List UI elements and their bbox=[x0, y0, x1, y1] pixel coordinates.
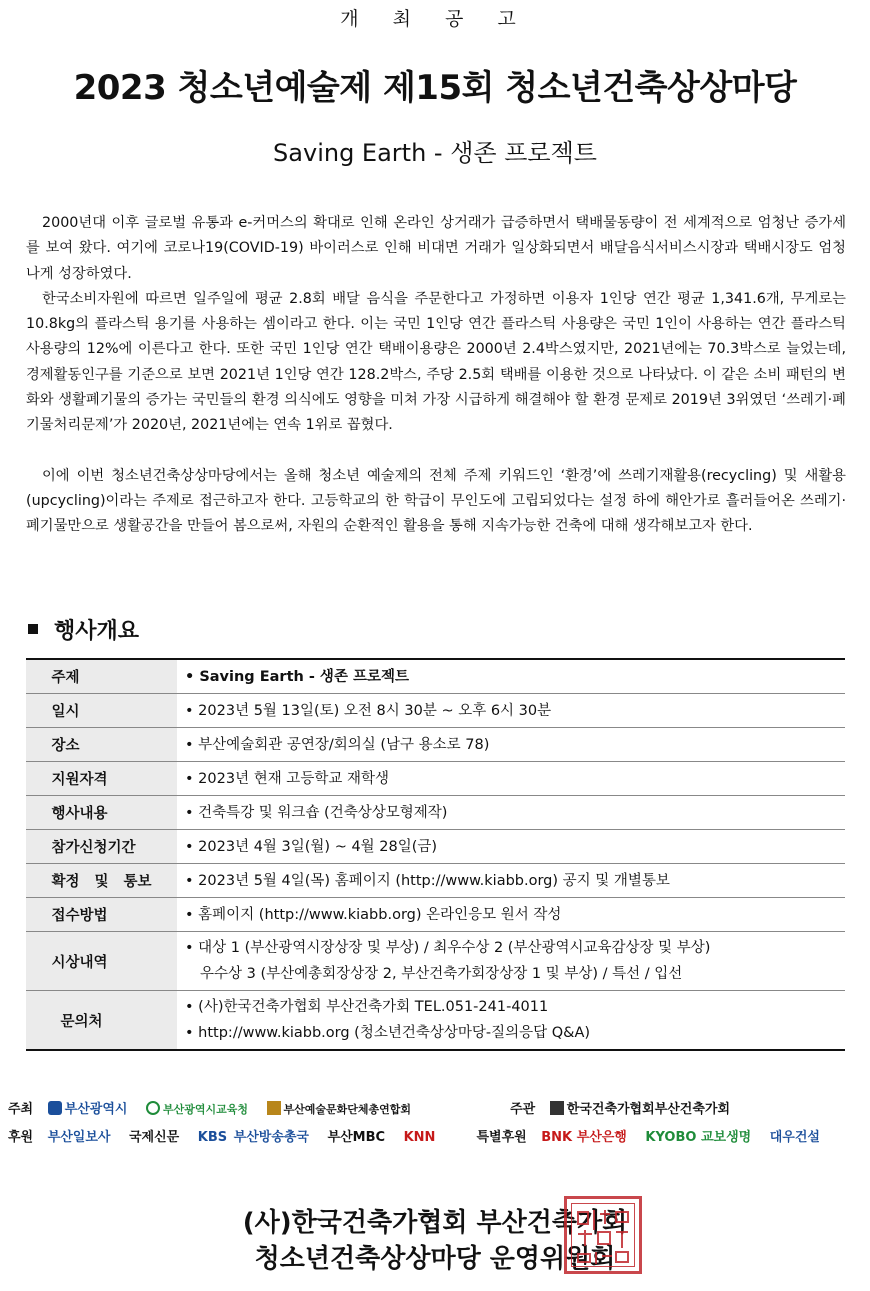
sponsor-logo: 부산일보사 bbox=[47, 1130, 111, 1145]
sponsor-logo: KBS bbox=[197, 1130, 228, 1145]
busan-city-icon bbox=[48, 1101, 62, 1115]
sponsor-logo: 한국건축가협회부산건축가회 bbox=[550, 1102, 730, 1117]
page-title: 2023 청소년예술제 제15회 청소년건축상상마당 bbox=[73, 68, 797, 108]
row-key: 참가신청기간 bbox=[51, 840, 136, 856]
row-key: 장소 bbox=[51, 738, 80, 754]
intro-paragraph: 이에 이번 청소년건축상상마당에서는 올해 청소년 예술제의 전체 주제 키워드인 ‘환경’에 쓰레기재활용(recycling) 및 새활용(upcycling)이라는 주제로 접근하고자 한다. 고등학교의 한 학급이 무인도에 고립되었다는 설정 하에 해안가로 흘러들어온 쓰레기·폐기물만으로 생활공간을 만들어 봄으로써, 자원의 순환적인 활용을 통해 지속가능한 건축에 대해 생각해보고자 한다. bbox=[26, 467, 846, 535]
host-label: 주최 bbox=[8, 1102, 34, 1117]
row-value: • 부산예술회관 공연장/회의실 (남구 용소로 78) bbox=[185, 732, 845, 758]
footer-organization: (사)한국건축가협회 부산건축가회 bbox=[242, 1208, 628, 1238]
row-key: 접수방법 bbox=[51, 908, 108, 924]
arts-federation-icon bbox=[267, 1101, 281, 1115]
seal-pattern-icon bbox=[572, 1204, 636, 1268]
official-seal-stamp bbox=[564, 1196, 642, 1274]
row-value: • Saving Earth - 생존 프로젝트 bbox=[185, 664, 845, 690]
sponsor-logo: KYOBO 교보생명 bbox=[645, 1130, 752, 1145]
overview-table bbox=[26, 658, 845, 1051]
table-row bbox=[26, 898, 845, 932]
table-row bbox=[26, 864, 845, 898]
sponsor-logo: 부산MBC bbox=[327, 1130, 386, 1145]
table-row bbox=[26, 830, 845, 864]
row-value: • (사)한국건축가협회 부산건축가회 TEL.051-241-4011 bbox=[185, 994, 845, 1020]
intro-paragraph: 한국소비자원에 따르면 일주일에 평균 2.8회 배달 음식을 주문한다고 가정하면 이용자 1인당 연간 평균 1,341.6개, 무게로는 10.8kg의 플라스틱 용기를 사용하는 셈이라고 한다. 이는 국민 1인당 연간 플라스틱 사용량은 국민 1인이 사용하는 연간 플라스틱 사용량의 12%에 이른다고 한다. 또한 국민 1인당 연간 택배이용량은 2000년 2.4박스였지만, 2021년에는 70.3박스로 늘었는데, 경제활동인구를 기준으로 보면 2021년 1인당 연간 128.2박스, 주당 2.5회 택배를 이용한 것으로 나타났다. 이 같은 소비 패턴의 변화와 생활폐기물의 증가는 국민들의 환경 의식에도 영향을 미쳐 가장 시급하게 해결해야 할 환경 문제로 2019년 3위였던 ‘쓰레기·폐기물처리문제’가 2020년, 2021년에는 연속 1위로 꼽혔다. bbox=[26, 290, 846, 434]
row-value: • 2023년 5월 4일(목) 홈페이지 (http://www.kiabb.org) 공지 및 개별통보 bbox=[185, 868, 845, 894]
sponsor-logo: 대우건설 bbox=[769, 1130, 820, 1145]
table-row bbox=[26, 932, 845, 991]
kia-busan-icon bbox=[550, 1101, 564, 1115]
row-key: 행사내용 bbox=[51, 806, 108, 822]
table-row bbox=[26, 728, 845, 762]
row-value: • http://www.kiabb.org (청소년건축상상마당-질의응답 Q&A) bbox=[185, 1020, 845, 1046]
sponsor-logo: 부산방송총국 bbox=[233, 1130, 309, 1145]
table-row bbox=[26, 991, 845, 1051]
sponsor-logo: 국제신문 bbox=[128, 1130, 180, 1145]
host-sponsors-row bbox=[8, 1098, 744, 1117]
section-heading-label: 행사개요 bbox=[54, 619, 140, 644]
sponsor-logo: 부산광역시교육청 bbox=[146, 1103, 248, 1116]
section-heading bbox=[28, 614, 139, 645]
notice-label: 개 최 공 고 bbox=[340, 8, 530, 30]
row-key: 일시 bbox=[51, 704, 80, 720]
row-key: 주제 bbox=[51, 670, 80, 686]
table-row bbox=[26, 694, 845, 728]
row-key: 문의처 bbox=[60, 1013, 103, 1030]
row-key: 지원자격 bbox=[51, 772, 108, 788]
row-value: • 홈페이지 (http://www.kiabb.org) 온라인응모 원서 작성 bbox=[185, 902, 845, 928]
education-office-icon bbox=[146, 1101, 160, 1115]
row-value: • 2023년 4월 3일(월) ~ 4월 28일(금) bbox=[185, 834, 845, 860]
row-value: 우수상 3 (부산예총회장상장 2, 부산건축가회장상장 1 및 부상) / 특선 / 입선 bbox=[200, 966, 683, 982]
row-key: 확정 및 통보 bbox=[51, 874, 152, 890]
sponsor-logo: KNN bbox=[403, 1130, 436, 1145]
table-row bbox=[26, 762, 845, 796]
special-support-label: 특별후원 bbox=[476, 1130, 527, 1145]
sponsor-logo: BNK 부산은행 bbox=[541, 1130, 627, 1145]
intro-paragraph: 2000년대 이후 글로벌 유통과 e-커머스의 확대로 인해 온라인 상거래가 급증하면서 택배물동량이 전 세계적으로 엄청난 증가세를 보여 왔다. 여기에 코로나19(COVID-19) 바이러스로 인해 비대면 거래가 일상화되면서 배달음식서비스시장과 택배시장도 엄청나게 성장하였다. bbox=[26, 215, 846, 282]
sponsor-logo: 부산광역시 bbox=[48, 1102, 128, 1117]
square-bullet-icon bbox=[28, 624, 38, 634]
page-subtitle: Saving Earth - 생존 프로젝트 bbox=[273, 139, 597, 167]
intro-text bbox=[26, 211, 846, 540]
row-key: 시상내역 bbox=[51, 954, 108, 971]
footer-committee: 청소년건축상상마당 운영위원회 bbox=[254, 1244, 616, 1274]
support-sponsors-row bbox=[8, 1126, 834, 1145]
table-row bbox=[26, 796, 845, 830]
row-value: • 2023년 5월 13일(토) 오전 8시 30분 ~ 오후 6시 30분 bbox=[185, 698, 845, 724]
row-value: • 건축특강 및 워크숍 (건축상상모형제작) bbox=[185, 800, 845, 826]
table-row bbox=[26, 659, 845, 694]
sponsor-logo: 부산예술문화단체총연합회 bbox=[267, 1103, 412, 1116]
support-label: 후원 bbox=[8, 1130, 34, 1145]
row-value: • 2023년 현재 고등학교 재학생 bbox=[185, 766, 845, 792]
organizer-label: 주관 bbox=[510, 1102, 536, 1117]
row-value: • 대상 1 (부산광역시장상장 및 부상) / 최우수상 2 (부산광역시교육감상장 및 부상) bbox=[185, 935, 845, 961]
